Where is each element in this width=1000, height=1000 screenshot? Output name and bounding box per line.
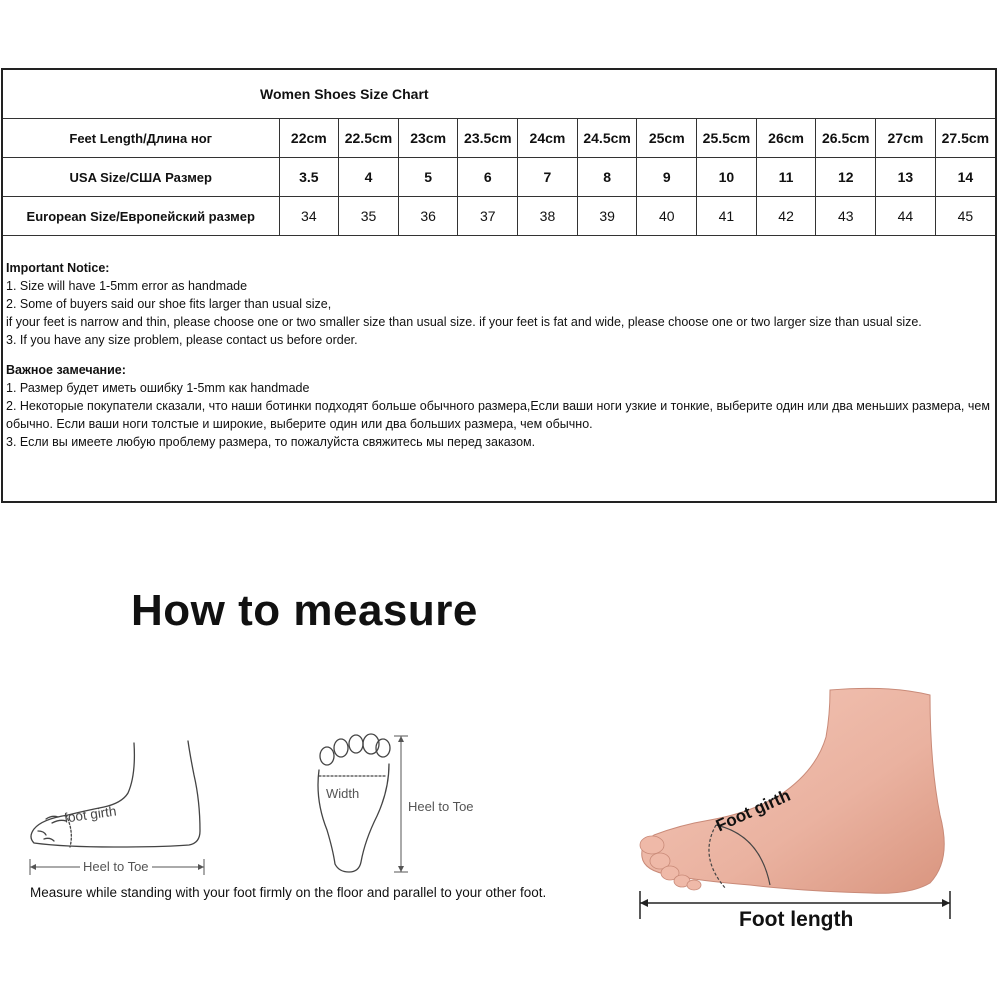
table-cell: 24.5cm [577,119,637,158]
side-length-label: Heel to Toe [80,859,152,874]
table-cell: 6 [458,158,518,197]
notice-line: if your feet is narrow and thin, please choose one or two smaller size than usual size. if your feet is fat and wide, please choose one or two larger size than usual size. [6,315,922,329]
table-cell: 23cm [398,119,458,158]
row-label: Feet Length/Длина ног [3,119,279,158]
size-chart [1,68,997,503]
table-cell: 43 [816,197,876,236]
table-cell: 7 [518,158,578,197]
notice-block [6,259,994,451]
chart-title: Women Shoes Size Chart [260,86,429,102]
side-girth-label: foot girth [63,803,118,826]
table-cell: 35 [339,197,399,236]
table-cell: 4 [339,158,399,197]
table-cell: 37 [458,197,518,236]
table-row-european-size [3,197,995,236]
row-label: USA Size/США Размер [3,158,279,197]
notice-line: 2. Some of buyers said our shoe fits larger than usual size, [6,297,332,311]
photo-length-label: Foot length [735,908,857,932]
foot-photo-illustration [630,685,960,930]
notice-line: 3. If you have any size problem, please contact us before order. [6,333,358,347]
chart-title-row [3,70,995,119]
notice-heading-en: Important Notice: [6,261,110,275]
top-length-label: Heel to Toe [408,799,474,814]
notice-heading-ru: Важное замечание: [6,363,126,377]
table-cell: 44 [876,197,936,236]
notice-line: 2. Некоторые покупатели сказали, что наши ботинки подходят больше обычного размера,Если ваши ноги узкие и тонкие, выберите один или два меньших размера, чем обычно. Если ваши ноги толстые и широкие, выберите один или два больших размера, чем обычно. [6,399,990,431]
notice-line: 1. Размер будет иметь ошибку 1-5mm как handmade [6,381,310,395]
table-cell: 22cm [279,119,339,158]
measure-caption: Measure while standing with your foot firmly on the floor and parallel to your other foot. [30,885,547,900]
table-cell: 12 [816,158,876,197]
table-cell: 25cm [637,119,697,158]
table-cell: 25.5cm [697,119,757,158]
table-cell: 42 [756,197,816,236]
notice-line: 3. Если вы имеете любую проблему размера, то пожалуйста свяжитесь мы перед заказом. [6,435,536,449]
table-cell: 13 [876,158,936,197]
table-cell: 27.5cm [935,119,995,158]
table-cell: 23.5cm [458,119,518,158]
table-cell: 36 [398,197,458,236]
table-cell: 3.5 [279,158,339,197]
table-cell: 10 [697,158,757,197]
table-row-usa-size [3,158,995,197]
table-cell: 11 [756,158,816,197]
how-to-measure-title: How to measure [131,586,478,635]
top-width-label: Width [326,786,360,801]
table-cell: 38 [518,197,578,236]
table-cell: 8 [577,158,637,197]
table-cell: 5 [398,158,458,197]
table-cell: 41 [697,197,757,236]
notice-line: 1. Size will have 1-5mm error as handmade [6,279,248,293]
table-cell: 9 [637,158,697,197]
photo-girth-label: Foot girth [713,785,794,836]
table-cell: 22.5cm [339,119,399,158]
size-table [3,118,995,236]
table-cell: 27cm [876,119,936,158]
table-cell: 34 [279,197,339,236]
table-cell: 40 [637,197,697,236]
table-cell: 39 [577,197,637,236]
table-cell: 45 [935,197,995,236]
table-row-feet-length [3,119,995,158]
table-cell: 24cm [518,119,578,158]
table-cell: 26.5cm [816,119,876,158]
table-cell: 14 [935,158,995,197]
row-label: European Size/Европейский размер [3,197,279,236]
table-cell: 26cm [756,119,816,158]
